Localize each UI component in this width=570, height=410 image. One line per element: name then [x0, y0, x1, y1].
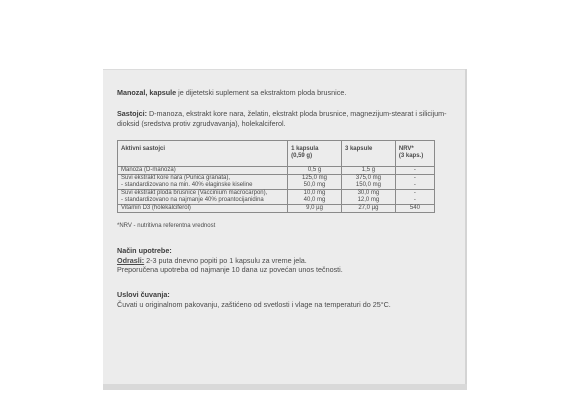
header-active-ingredients: Aktivni sastojci	[118, 141, 288, 167]
amount-one-capsule: 9,0 µg	[288, 205, 342, 213]
usage-recommendation: Preporučena upotreba od najmanje 10 dana uz povećan unos tečnosti.	[117, 265, 343, 275]
package-bottom-edge	[103, 384, 467, 390]
ingredient-name: Manoza (D-manoza)	[118, 167, 288, 175]
ingredient-name: Vitamin D3 (holekalciferol)	[118, 205, 288, 213]
nutrition-table	[117, 140, 435, 213]
ingredients	[117, 109, 457, 128]
ingredient-name: Suvi ekstrakt kore nara (Punica granata), - standardizovano na min. 40% elaginske kiseline	[118, 175, 288, 190]
nutrition-table-header	[118, 141, 435, 167]
nrv-value: -	[395, 167, 434, 175]
header-three-capsules: 3 kapsule	[341, 141, 395, 167]
table-row	[118, 175, 435, 190]
nrv-value: - -	[395, 190, 434, 205]
amount-one-capsule: 125,0 mg 50,0 mg	[288, 175, 342, 190]
product-intro	[117, 88, 457, 97]
table-row	[118, 190, 435, 205]
storage-section	[117, 290, 457, 309]
usage-dose	[117, 256, 457, 265]
ingredients-text: D-manoza, ekstrakt kore nara, želatin, ekstrakt ploda brusnice, magnezijum-stearat i silicijum-dioksid (sredstva protiv zgrudvavanja), holekalciferol.	[117, 109, 447, 128]
dose-label: Odrasli:	[117, 255, 145, 265]
package-edge	[465, 69, 467, 389]
amount-three-capsules: 27,0 µg	[341, 205, 395, 213]
nrv-footnote: *NRV - nutritivna referentna vrednost	[117, 223, 216, 230]
amount-one-capsule: 10,0 mg 40,0 mg	[288, 190, 342, 205]
amount-three-capsules: 30,0 mg 12,0 mg	[341, 190, 395, 205]
storage-title: Uslovi čuvanja:	[117, 290, 170, 300]
storage-text: Čuvati u originalnom pakovanju, zaštićeno od svetlosti i vlage na temperaturi do 25°C.	[117, 299, 391, 309]
product-description: je dijetetski suplement sa ekstraktom ploda brusnice.	[176, 88, 347, 97]
ingredients-label: Sastojci:	[117, 109, 147, 119]
amount-one-capsule: 0,5 g	[288, 167, 342, 175]
table-row	[118, 205, 435, 213]
nrv-value: - -	[395, 175, 434, 190]
usage-section	[117, 246, 457, 274]
usage-title: Način upotrebe:	[117, 246, 172, 256]
label-content	[117, 88, 457, 309]
header-one-capsule: 1 kapsula (0,59 g)	[288, 141, 342, 167]
dose-text: 2-3 puta dnevno popiti po 1 kapsulu za vreme jela.	[144, 255, 307, 265]
ingredient-name: Suvi ekstrakt ploda brusnice (Vaccinium macrocarpon), - standardizovano na najmanje 40% proantocijanidina	[118, 190, 288, 205]
amount-three-capsules: 1,5 g	[341, 167, 395, 175]
header-nrv: NRV* (3 kaps.)	[395, 141, 434, 167]
amount-three-capsules: 375,0 mg 150,0 mg	[341, 175, 395, 190]
nrv-value: 540	[395, 205, 434, 213]
product-name: Manozal, kapsule	[117, 88, 177, 97]
table-row	[118, 167, 435, 175]
